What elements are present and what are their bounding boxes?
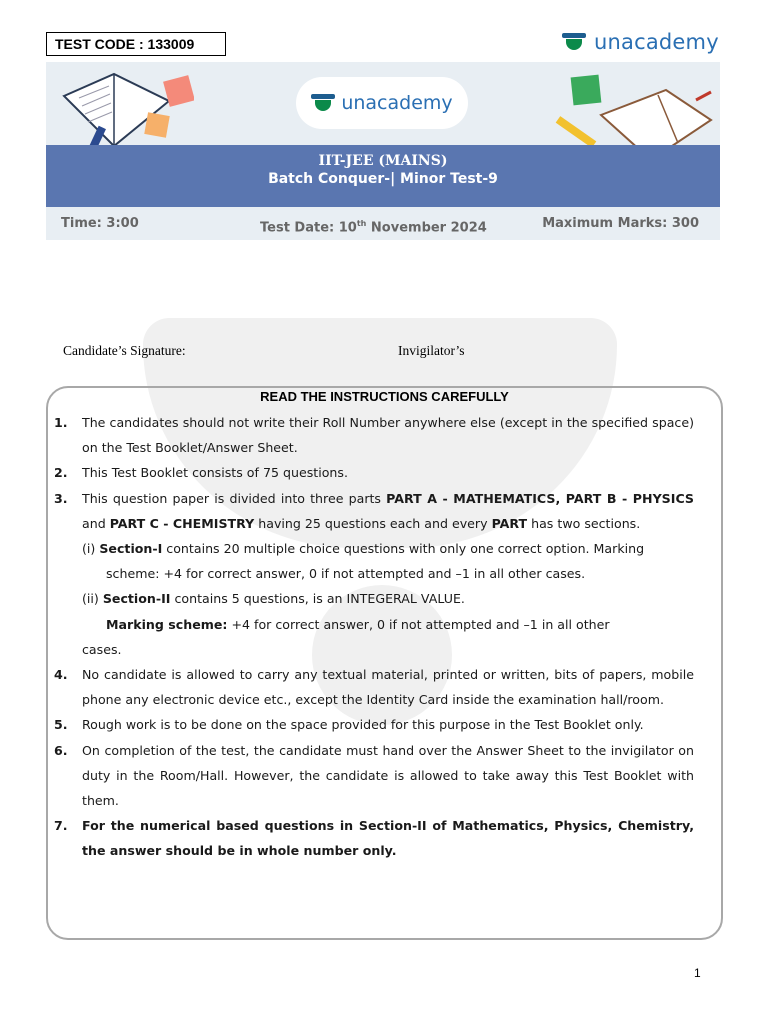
instruction-text: Rough work is to be done on the space provided for this purpose in the Test Booklet only. <box>82 717 644 733</box>
text-run: contains 5 questions, is an INTEGERAL VALUE. <box>170 591 465 607</box>
instructions-title: READ THE INSTRUCTIONS CAREFULLY <box>260 389 509 404</box>
unacademy-logo <box>562 28 719 56</box>
notebook-illustration-icon <box>54 66 194 156</box>
exam-date-sup: th <box>356 219 367 228</box>
test-code-box: TEST CODE : 133009 <box>46 32 226 56</box>
instruction-item <box>54 662 694 712</box>
exam-date-suffix: November 2024 <box>366 220 487 236</box>
instruction-item <box>54 813 694 863</box>
exam-date-prefix: Test Date: 10 <box>260 220 357 236</box>
text-run: (i) <box>82 541 100 557</box>
text-run: This question paper is divided into three parts <box>82 490 387 506</box>
section-one-note <box>82 536 694 586</box>
instruction-number: 1. <box>54 415 68 430</box>
text-run: contains 20 multiple choice questions with only one correct option. Marking <box>162 541 645 557</box>
instruction-item <box>54 738 694 814</box>
instruction-item <box>54 460 694 485</box>
instruction-text: No candidate is allowed to carry any textual material, printed or written, bits of papers, mobile phone any electronic device etc., except the Identity Card inside the examination hall/room. <box>82 667 694 708</box>
text-run: +4 for correct answer, 0 if not attempted and –1 in all other <box>227 616 610 632</box>
instruction-item <box>54 410 694 460</box>
candidate-signature-label: Candidate’s Signature: <box>63 343 186 358</box>
text-run-bold: Marking scheme: <box>106 616 228 632</box>
text-run-bold: Section-I <box>99 541 163 557</box>
instruction-number: 3. <box>54 490 68 506</box>
text-run-bold: PART <box>491 515 528 531</box>
instructions-list <box>54 410 694 864</box>
instruction-item <box>54 712 694 737</box>
instruction-text <box>82 486 694 536</box>
instruction-number: 4. <box>54 667 68 683</box>
instruction-text: For the numerical based questions in Section-II of Mathematics, Physics, Chemistry, the answer should be in whole number only. <box>82 818 694 859</box>
section-two-note <box>82 586 694 662</box>
instruction-number: 7. <box>54 818 68 834</box>
text-run-bold: PART C - CHEMISTRY <box>109 515 255 531</box>
instruction-number: 5. <box>54 717 68 733</box>
instruction-text: On completion of the test, the candidate must hand over the Answer Sheet to the invigilator on duty in the Room/Hall. However, the candidate is allowed to take away this Test Booklet with them. <box>82 742 694 809</box>
instruction-number: 2. <box>54 465 68 481</box>
exam-info-row <box>46 207 720 240</box>
unacademy-logo-icon <box>562 33 586 51</box>
text-run-bold: Section-II <box>102 591 171 607</box>
exam-max-marks: Maximum Marks: 300 <box>542 216 699 231</box>
exam-date <box>260 207 487 244</box>
instruction-number: 6. <box>54 742 68 758</box>
invigilator-signature-label: Invigilator’s <box>398 343 465 358</box>
text-run-bold: PART A - MATHEMATICS, PART B - PHYSICS <box>386 490 694 506</box>
banner-title-bar <box>46 145 720 207</box>
text-run: (ii) <box>82 591 103 607</box>
text-run: has two sections. <box>527 515 641 531</box>
unacademy-logo-text: unacademy <box>594 30 719 54</box>
exam-time: Time: 3:00 <box>61 216 139 231</box>
banner-logo-text: unacademy <box>341 92 453 114</box>
instruction-text: The candidates should not write their Roll Number anywhere else (except in the specified space) on the Test Booklet/Answer Sheet. <box>82 415 694 456</box>
instruction-text: This Test Booklet consists of 75 questions. <box>82 465 348 481</box>
page-number: 1 <box>694 966 701 980</box>
instruction-item <box>54 486 694 536</box>
text-run: and <box>82 515 110 531</box>
text-run: having 25 questions each and every <box>254 515 492 531</box>
banner-logo-pill <box>296 77 468 129</box>
test-banner <box>46 62 720 240</box>
exam-title: IIT-JEE (MAINS) <box>318 153 448 169</box>
unacademy-logo-icon <box>311 94 335 112</box>
text-run: scheme: +4 for correct answer, 0 if not attempted and –1 in all other cases. <box>106 566 586 582</box>
exam-subtitle: Batch Conquer-| Minor Test-9 <box>268 171 498 187</box>
text-run: cases. <box>82 641 122 657</box>
